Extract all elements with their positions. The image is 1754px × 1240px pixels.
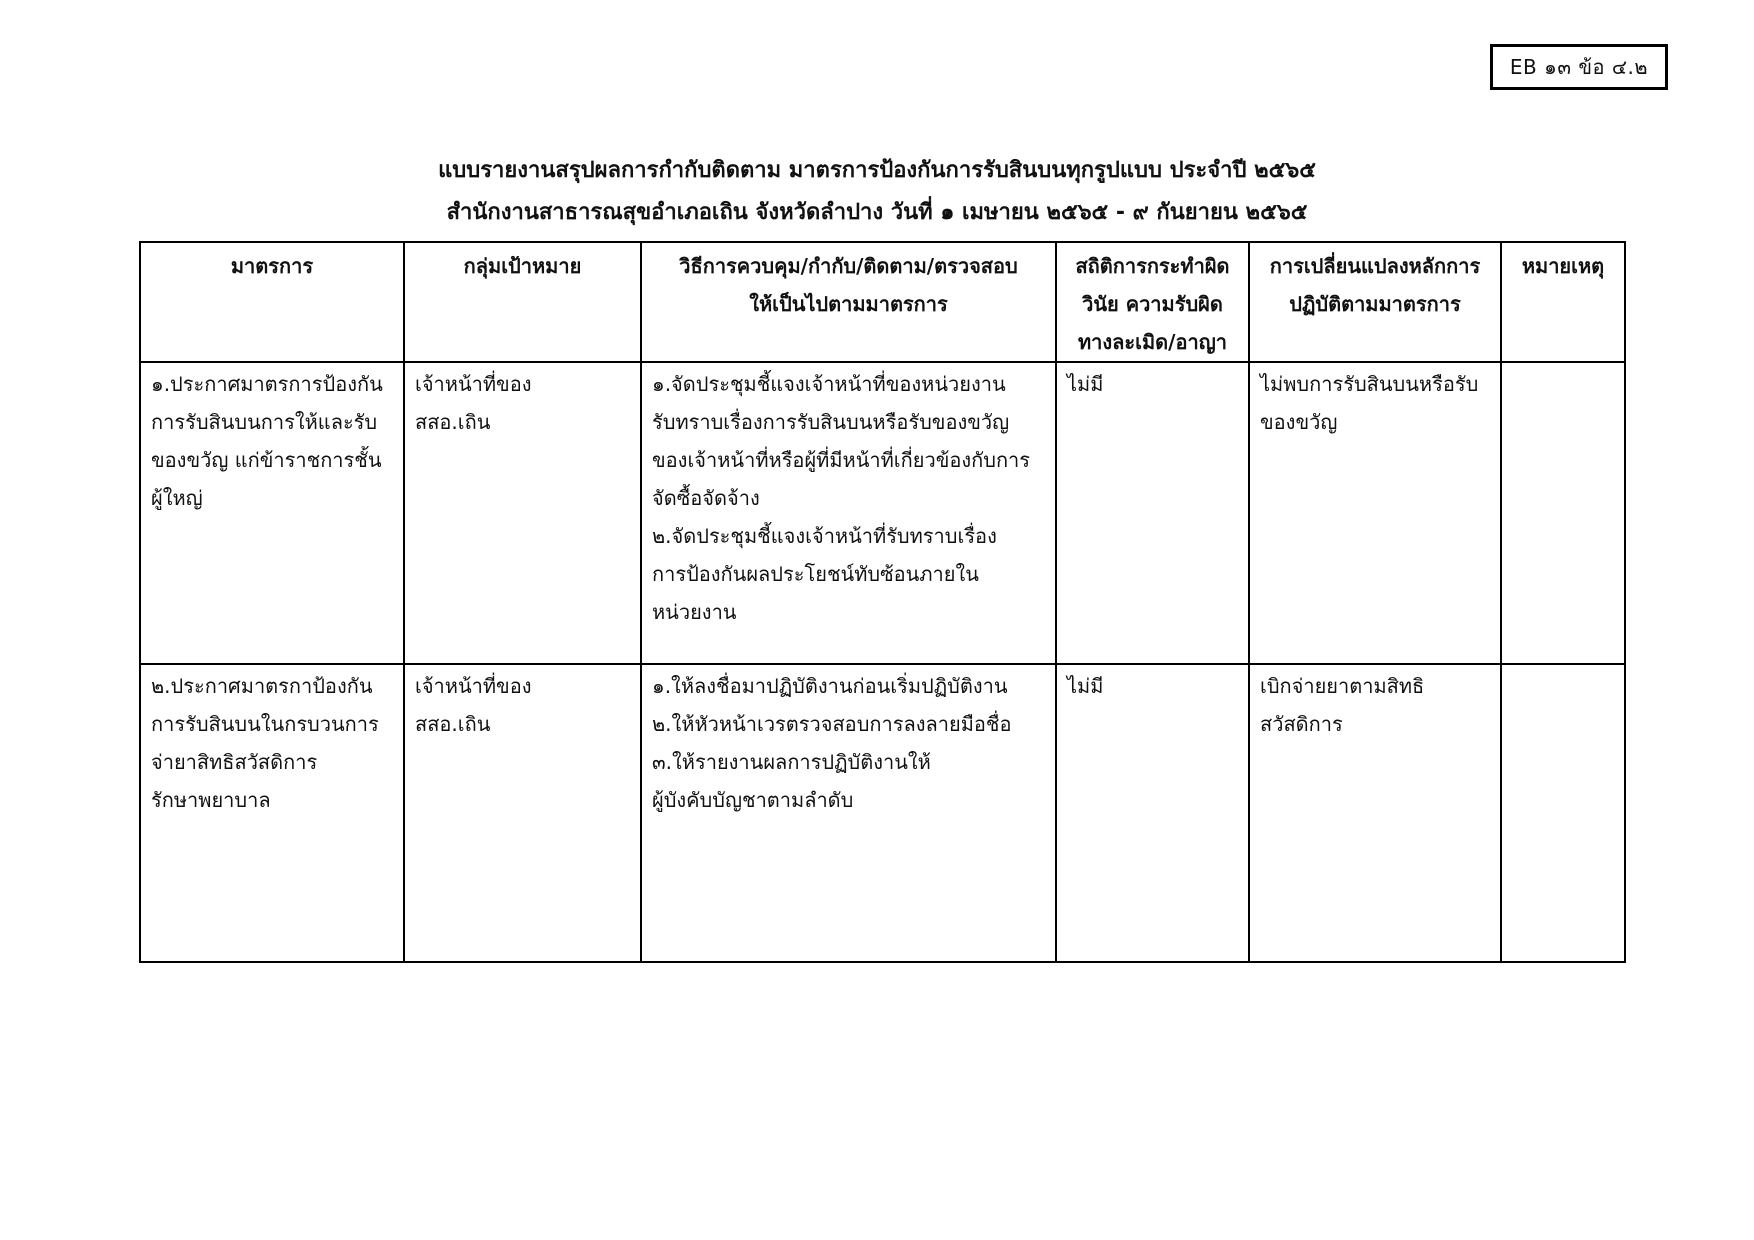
cell-text-line: การเปลี่ยนแปลงหลักการ [1269,254,1481,278]
cell-text-line: สสอ.เถิน [415,410,491,434]
cell-principle-change [1249,362,1501,664]
cell-text-line: กลุ่มเป้าหมาย [463,254,582,278]
cell-text-line: วินัย ความรับผิด [1082,292,1223,316]
cell-text-line: เบิกจ่ายยาตามสิทธิ [1260,674,1425,698]
cell-text-line: ทางละเมิด/อาญา [1077,330,1227,354]
cell-text-line: วิธีการควบคุม/กำกับ/ติดตาม/ตรวจสอบ [679,254,1018,278]
cell-text-line: ผู้ใหญ่ [151,486,203,510]
cell-violation-statistics [1056,664,1249,962]
cell-text-line: ๒.จัดประชุมชี้แจงเจ้าหน้าที่รับทราบเรื่อง [652,524,997,548]
cell-measure [140,362,404,664]
cell-measure [140,664,404,962]
header-violation-statistics [1056,242,1249,362]
cell-text-line: ของขวัญ แก่ข้าราชการชั้น [151,448,382,472]
table-row [140,664,1625,962]
cell-text-line: จัดซื้อจัดจ้าง [652,486,760,510]
cell-control-method [641,664,1056,962]
cell-principle-change [1249,664,1501,962]
cell-text-line: การป้องกันผลประโยชน์ทับซ้อนภายใน [652,562,979,586]
cell-text-line: ๑.จัดประชุมชี้แจงเจ้าหน้าที่ของหน่วยงาน [652,372,1006,396]
cell-text-line: การรับสินบนในกรบวนการ [151,712,379,736]
cell-text-line: ไม่พบการรับสินบนหรือรับ [1260,372,1479,396]
table-header-row [140,242,1625,362]
document-reference-code: EB ๑๓ ข้อ ๔.๒ [1490,44,1668,90]
cell-remark [1501,362,1625,664]
cell-text-line: ปฏิบัติตามมาตรการ [1289,292,1461,316]
report-title: แบบรายงานสรุปผลการกำกับติดตาม มาตรการป้องกันการรับสินบนทุกรูปแบบ ประจำปี ๒๕๖๕ [438,158,1316,183]
cell-text-line: ของเจ้าหน้าที่หรือผู้ที่มีหน้าที่เกี่ยวข้องกับการ [652,448,1031,472]
table-row [140,362,1625,664]
cell-text-line: ไม่มี [1067,372,1104,396]
cell-text-line: ให้เป็นไปตามมาตรการ [749,292,948,316]
report-table [139,241,1626,963]
cell-text-line: ๒.ประกาศมาตรกาป้องกัน [151,674,373,698]
cell-text-line: สสอ.เถิน [415,712,491,736]
header-control-method [641,242,1056,362]
header-measure [140,242,404,362]
cell-text-line: สถิติการกระทำผิด [1075,254,1230,278]
header-remark [1501,242,1625,362]
cell-text-line: สวัสดิการ [1260,712,1343,736]
cell-text-line: มาตรการ [230,254,314,278]
cell-text-line: ผู้บังคับบัญชาตามลำดับ [652,788,854,812]
cell-violation-statistics [1056,362,1249,664]
cell-text-line: รับทราบเรื่องการรับสินบนหรือรับของขวัญ [652,410,1010,434]
cell-text-line: ๑.ให้ลงชื่อมาปฏิบัติงานก่อนเริ่มปฏิบัติงาน [652,674,1008,698]
cell-text-line: หน่วยงาน [652,600,737,624]
cell-text-line: ของขวัญ [1260,410,1338,434]
cell-target-group [404,664,641,962]
header-target-group [404,242,641,362]
cell-text-line: การรับสินบนการให้และรับ [151,410,378,434]
header-principle-change [1249,242,1501,362]
cell-text-line: ไม่มี [1067,674,1104,698]
cell-target-group [404,362,641,664]
cell-text-line: ๒.ให้หัวหน้าเวรตรวจสอบการลงลายมือชื่อ [652,712,1012,736]
cell-text-line: ๓.ให้รายงานผลการปฏิบัติงานให้ [652,750,931,774]
cell-control-method [641,362,1056,664]
report-subtitle: สำนักงานสาธารณสุขอำเภอเถิน จังหวัดลำปาง วันที่ ๑ เมษายน ๒๕๖๕ - ๙ กันยายน ๒๕๖๕ [446,200,1308,225]
cell-text-line: รักษาพยาบาล [151,788,271,812]
cell-text-line: เจ้าหน้าที่ของ [415,674,532,698]
cell-text-line: จ่ายาสิทธิสวัสดิการ [151,750,318,774]
cell-remark [1501,664,1625,962]
cell-text-line: เจ้าหน้าที่ของ [415,372,532,396]
cell-text-line: ๑.ประกาศมาตรการป้องกัน [151,372,383,396]
cell-text-line: หมายเหตุ [1521,254,1605,278]
